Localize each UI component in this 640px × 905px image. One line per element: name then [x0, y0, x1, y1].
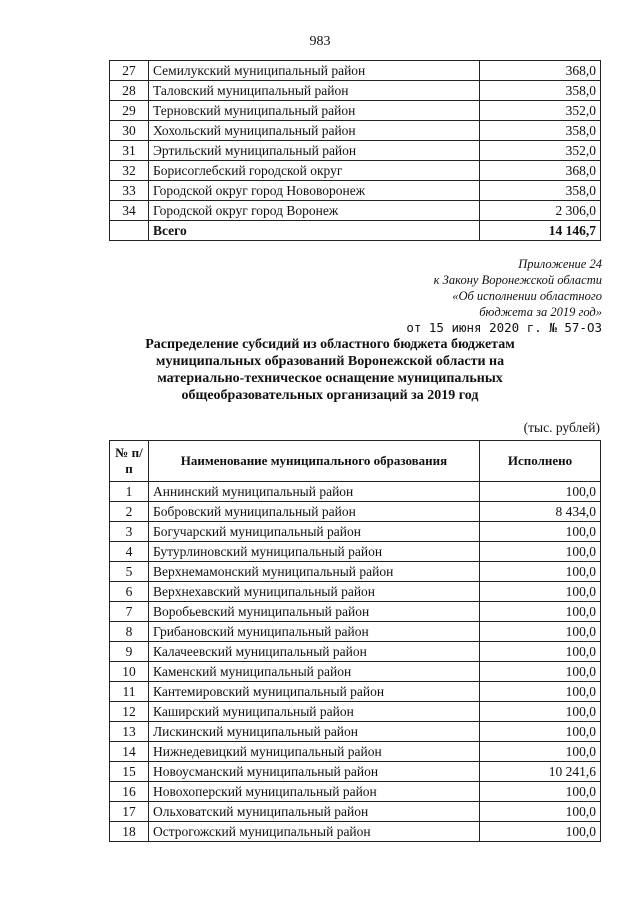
title-line: материально-техническое оснащение муниципальных: [157, 371, 503, 386]
header-name: Наименование муниципального образования: [149, 441, 480, 482]
row-number: 27: [110, 61, 149, 81]
row-value: 358,0: [480, 181, 601, 201]
row-value: 100,0: [480, 782, 601, 802]
row-value: 100,0: [480, 722, 601, 742]
municipality-name: Богучарский муниципальный район: [149, 522, 480, 542]
municipality-name: Грибановский муниципальный район: [149, 622, 480, 642]
table-row: [110, 522, 601, 542]
row-value: 358,0: [480, 81, 601, 101]
row-value: 100,0: [480, 662, 601, 682]
municipality-name: Эртильский муниципальный район: [149, 141, 480, 161]
row-number: 29: [110, 101, 149, 121]
row-number: 5: [110, 562, 149, 582]
municipality-name: Ольховатский муниципальный район: [149, 802, 480, 822]
top-table: [109, 60, 601, 241]
municipality-name: Верхнехавский муниципальный район: [149, 582, 480, 602]
row-number: 13: [110, 722, 149, 742]
municipality-name: Терновский муниципальный район: [149, 101, 480, 121]
table-row: [110, 782, 601, 802]
municipality-name: Лискинский муниципальный район: [149, 722, 480, 742]
table-row: [110, 742, 601, 762]
table-row: [110, 61, 601, 81]
row-number: 14: [110, 742, 149, 762]
appendix-line: Приложение 24: [518, 257, 602, 271]
municipality-name: Бутурлиновский муниципальный район: [149, 542, 480, 562]
row-value: 100,0: [480, 482, 601, 502]
row-number: 30: [110, 121, 149, 141]
row-value: 100,0: [480, 602, 601, 622]
row-number: 31: [110, 141, 149, 161]
main-table: [109, 440, 601, 842]
municipality-name: Таловский муниципальный район: [149, 81, 480, 101]
table-row: [110, 502, 601, 522]
total-value: 14 146,7: [480, 221, 601, 241]
row-number: 18: [110, 822, 149, 842]
municipality-name: Каширский муниципальный район: [149, 702, 480, 722]
row-number: 10: [110, 662, 149, 682]
title-line: общеобразовательных организаций за 2019 год: [181, 388, 479, 403]
row-number: 34: [110, 201, 149, 221]
municipality-name: Хохольский муниципальный район: [149, 121, 480, 141]
municipality-name: Кантемировский муниципальный район: [149, 682, 480, 702]
row-number: 17: [110, 802, 149, 822]
document-title: [130, 336, 530, 404]
header-row: [110, 441, 601, 482]
table-row: [110, 161, 601, 181]
row-value: 358,0: [480, 121, 601, 141]
municipality-name: Калачеевский муниципальный район: [149, 642, 480, 662]
header-num: № п/п: [110, 441, 149, 482]
row-value: 100,0: [480, 562, 601, 582]
table-row: [110, 542, 601, 562]
row-value: 100,0: [480, 582, 601, 602]
municipality-name: Острогожский муниципальный район: [149, 822, 480, 842]
municipality-name: Борисоглебский городской округ: [149, 161, 480, 181]
title-line: Распределение субсидий из областного бюджета бюджетам: [145, 337, 515, 352]
row-value: 8 434,0: [480, 502, 601, 522]
row-value: 100,0: [480, 742, 601, 762]
table-row: [110, 622, 601, 642]
row-value: 368,0: [480, 161, 601, 181]
municipality-name: Верхнемамонский муниципальный район: [149, 562, 480, 582]
page-number: 983: [309, 34, 331, 49]
row-number: 1: [110, 482, 149, 502]
municipality-name: Бобровский муниципальный район: [149, 502, 480, 522]
total-label: Всего: [149, 221, 480, 241]
table-row: [110, 662, 601, 682]
row-value: 352,0: [480, 101, 601, 121]
row-value: 2 306,0: [480, 201, 601, 221]
municipality-name: Аннинский муниципальный район: [149, 482, 480, 502]
main-table-header: [110, 441, 601, 482]
table-row: [110, 602, 601, 622]
appendix-line: «Об исполнении областного: [452, 289, 602, 303]
row-number: 15: [110, 762, 149, 782]
row-number: 3: [110, 522, 149, 542]
row-number: 9: [110, 642, 149, 662]
row-number: 7: [110, 602, 149, 622]
table-row: [110, 101, 601, 121]
row-value: 100,0: [480, 702, 601, 722]
row-number: 11: [110, 682, 149, 702]
table-row: [110, 562, 601, 582]
row-number: 8: [110, 622, 149, 642]
appendix-block: [302, 256, 602, 336]
municipality-name: Воробьевский муниципальный район: [149, 602, 480, 622]
row-value: 100,0: [480, 822, 601, 842]
table-row: [110, 121, 601, 141]
row-value: 100,0: [480, 802, 601, 822]
municipality-name: Городской округ город Воронеж: [149, 201, 480, 221]
table-row: [110, 482, 601, 502]
row-value: 352,0: [480, 141, 601, 161]
title-line: муниципальных образований Воронежской области на: [155, 354, 505, 369]
table-row: [110, 702, 601, 722]
row-number: 32: [110, 161, 149, 181]
row-value: 100,0: [480, 622, 601, 642]
top-table-body: [110, 61, 601, 221]
table-row: [110, 822, 601, 842]
municipality-name: Каменский муниципальный район: [149, 662, 480, 682]
row-value: 100,0: [480, 522, 601, 542]
row-number: 12: [110, 702, 149, 722]
total-num-cell: [110, 221, 149, 241]
row-value: 100,0: [480, 682, 601, 702]
table-row: [110, 802, 601, 822]
municipality-name: Новохоперский муниципальный район: [149, 782, 480, 802]
row-value: 10 241,6: [480, 762, 601, 782]
row-number: 16: [110, 782, 149, 802]
row-number: 4: [110, 542, 149, 562]
row-number: 6: [110, 582, 149, 602]
units-label: (тыс. рублей): [523, 420, 600, 435]
appendix-line: бюджета за 2019 год»: [479, 305, 602, 319]
table-row: [110, 582, 601, 602]
table-row: [110, 181, 601, 201]
municipality-name: Семилукский муниципальный район: [149, 61, 480, 81]
row-value: 100,0: [480, 642, 601, 662]
appendix-line: к Закону Воронежской области: [433, 273, 602, 287]
total-row: [110, 221, 601, 241]
table-row: [110, 722, 601, 742]
table-row: [110, 762, 601, 782]
table-row: [110, 682, 601, 702]
row-value: 368,0: [480, 61, 601, 81]
main-table-body: [110, 482, 601, 842]
table-row: [110, 201, 601, 221]
municipality-name: Нижнедевицкий муниципальный район: [149, 742, 480, 762]
row-value: 100,0: [480, 542, 601, 562]
row-number: 33: [110, 181, 149, 201]
table-row: [110, 141, 601, 161]
law-reference: от 15 июня 2020 г. № 57-ОЗ: [406, 320, 602, 335]
table-row: [110, 642, 601, 662]
header-value: Исполнено: [480, 441, 601, 482]
row-number: 28: [110, 81, 149, 101]
row-number: 2: [110, 502, 149, 522]
municipality-name: Городской округ город Нововоронеж: [149, 181, 480, 201]
municipality-name: Новоусманский муниципальный район: [149, 762, 480, 782]
table-row: [110, 81, 601, 101]
